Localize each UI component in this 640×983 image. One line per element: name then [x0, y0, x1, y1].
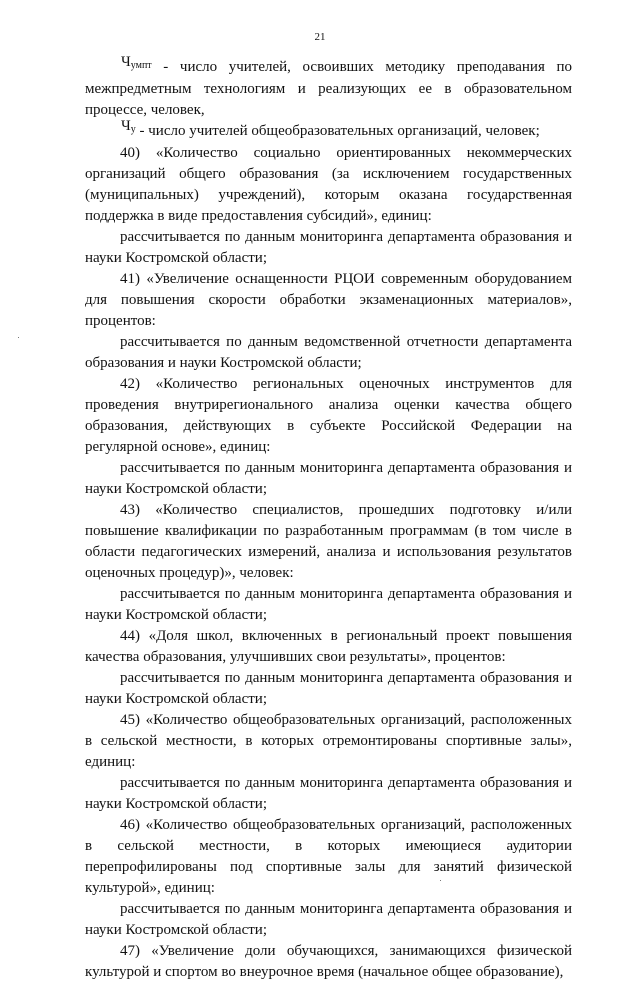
indicator-45: 45) «Количество общеобразовательных организаций, расположенных в сельской местности, в которых отремонтированы спортивные залы», единиц: — [85, 712, 572, 770]
indicator-44: 44) «Доля школ, включенных в региональный проект повышения качества образования, улучшивших свои результаты», процентов: — [85, 628, 572, 665]
indicator-47: 47) «Увеличение доли обучающихся, занимающихся физической культурой и спортом во внеурочное время (начальное общее образование), — [85, 943, 572, 980]
definition-text: - число учителей общеобразовательных организаций, человек; — [135, 123, 540, 139]
variable-symbol: Ч — [121, 118, 131, 134]
indicator-41: 41) «Увеличение оснащенности РЦОИ современным оборудованием для повышения скорости обработки экзаменационных материалов», процентов: — [85, 271, 572, 329]
calculation-note: рассчитывается по данным мониторинга департамента образования и науки Костромской области; — [85, 460, 572, 497]
calculation-note: рассчитывается по данным мониторинга департамента образования и науки Костромской области; — [85, 775, 572, 812]
calculation-note: рассчитывается по данным ведомственной отчетности департамента образования и науки Костромской области; — [85, 334, 572, 371]
scan-speck — [440, 880, 441, 881]
variable-subscript: у — [130, 124, 136, 135]
indicator-43: 43) «Количество специалистов, прошедших подготовку и/или повышение квалификации по разработанным программам (в том числе в области педагогических измерений, анализа и использования результатов оценочных процедур)», человек: — [85, 502, 572, 581]
scan-speck — [18, 337, 19, 338]
calculation-note: рассчитывается по данным мониторинга департамента образования и науки Костромской области; — [85, 901, 572, 938]
variable-symbol: Ч — [121, 54, 131, 70]
document-body — [85, 54, 572, 983]
calculation-note: рассчитывается по данным мониторинга департамента образования и науки Костромской области; — [85, 670, 572, 707]
indicator-40: 40) «Количество социально ориентированных некоммерческих организаций общего образования (за исключением государственных (муниципальных) учреждений), которым оказана государственная поддержка в виде предоставления субсидий», единиц: — [85, 145, 572, 224]
calculation-note: рассчитывается по данным мониторинга департамента образования и науки Костромской области; — [85, 586, 572, 623]
definition-teachers-total — [85, 118, 572, 143]
indicator-46: 46) «Количество общеобразовательных организаций, расположенных в сельской местности, в которых имеющиеся аудитории перепрофилированы под спортивные залы для занятий физической культурой», единиц: — [85, 817, 572, 896]
definition-teachers-methodology — [85, 54, 572, 121]
variable-subscript: умпт — [130, 60, 152, 71]
page-number: 21 — [314, 31, 326, 43]
indicator-42: 42) «Количество региональных оценочных инструментов для проведения внутрирегионального анализа оценки качества общего образования, действующих в субъекте Российской Федерации на регулярной основе», единиц: — [85, 376, 572, 455]
calculation-note: рассчитывается по данным мониторинга департамента образования и науки Костромской области; — [85, 229, 572, 266]
definition-text: - число учителей, освоивших методику преподавания по межпредметным технологиям и реализующих ее в образовательном процессе, человек, — [85, 59, 572, 118]
